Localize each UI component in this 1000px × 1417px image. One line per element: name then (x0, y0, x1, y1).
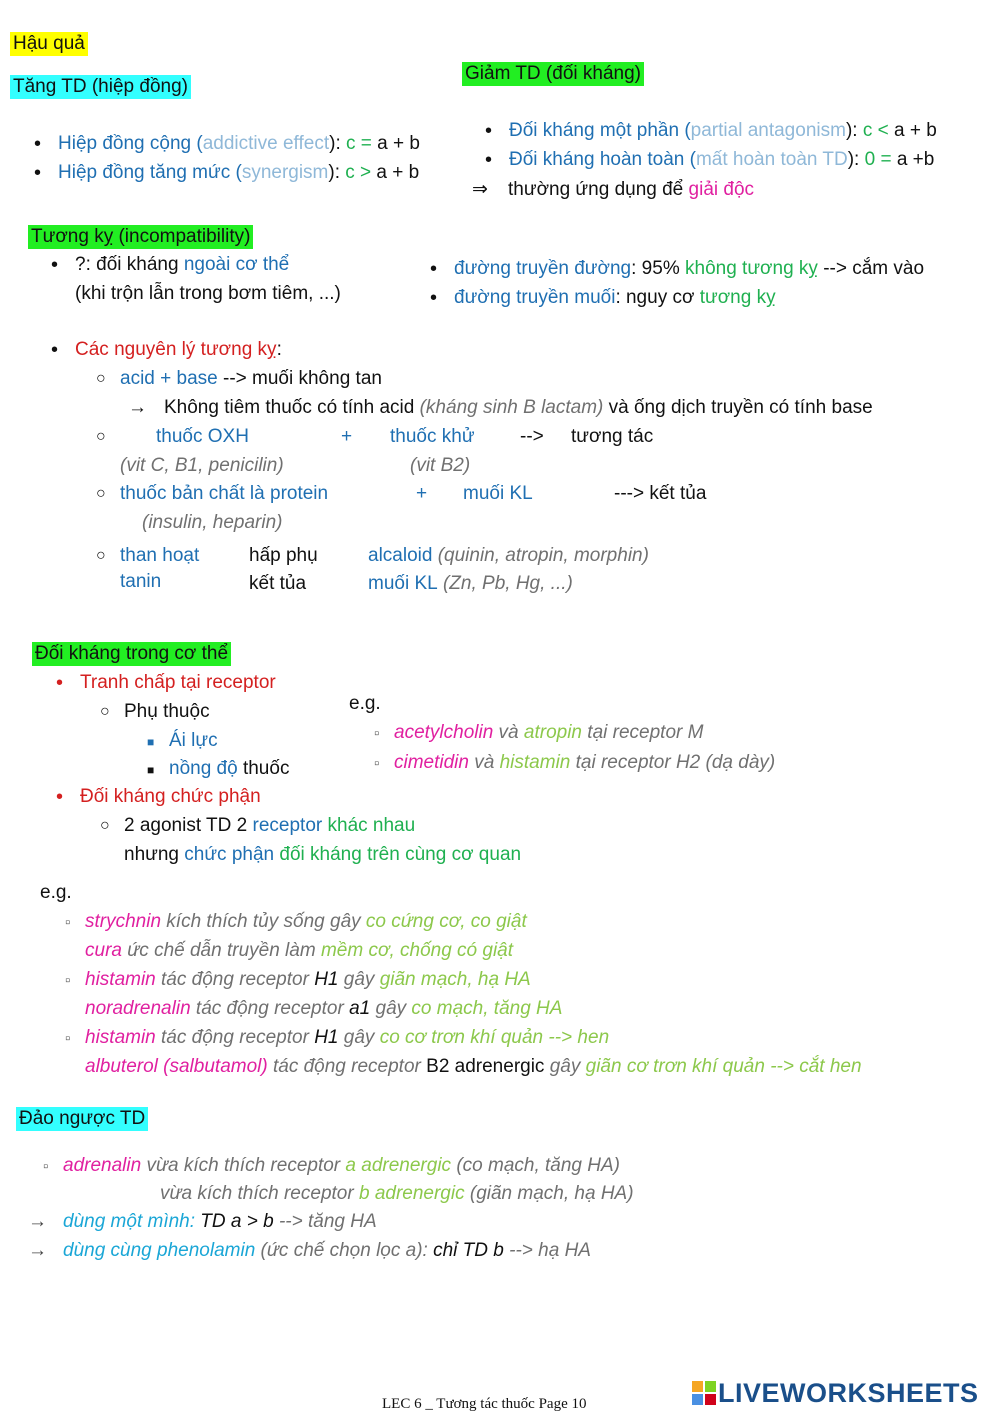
tranh-chap-receptor: • Tranh chấp tại receptor (80, 672, 276, 694)
phu-thuoc-item: ○ Phụ thuộc (124, 701, 210, 723)
protein-examples: (insulin, heparin) (142, 512, 283, 533)
hau-qua-heading: Hậu quả (10, 32, 88, 56)
hiep-dong-cong-item: • Hiệp đồng cộng (addictive effect): c = a + b (58, 133, 420, 155)
duong-truyen-duong-item: • đường truyền đường: 95% không tương kỵ --> cắm vào (454, 258, 924, 280)
oxh-khu-item: ○ thuốc OXH + thuốc khử --> tương tác (120, 426, 720, 450)
muoi-kl-line: muối KL (Zn, Pb, Hg, ...) (368, 573, 573, 594)
doi-khang-trong-co-the-heading: Đối kháng trong cơ thể (32, 642, 231, 666)
adrenalin-line-2: vừa kích thích receptor b adrenergic (giãn mạch, hạ HA) (160, 1183, 634, 1204)
ket-tua-label: kết tủa (249, 573, 307, 594)
adrenalin-line-1: ▫ adrenalin vừa kích thích receptor a adrenergic (co mạch, tăng HA) (63, 1155, 620, 1177)
hiep-dong-tang-muc-item: • Hiệp đồng tăng mức (synergism): c > a + b (58, 162, 419, 184)
implies-icon: ⇒ (472, 179, 488, 200)
khong-tiem-line: → Không tiêm thuốc có tính acid (kháng sinh B lactam) và ống dịch truyền có tính base (128, 397, 873, 418)
duong-truyen-muoi-item: • đường truyền muối: nguy cơ tương kỵ (454, 287, 776, 309)
page-footer: LEC 6 _ Tương tác thuốc Page 10 (382, 1396, 587, 1412)
example-strychnin: ▫ strychnin kích thích tủy sống gây co cứng cơ, co giật (85, 911, 527, 933)
doi-khang-chuc-phan: • Đối kháng chức phận (80, 786, 261, 808)
tron-lan-note: (khi trộn lẫn trong bơm tiêm, ...) (75, 283, 341, 304)
alcaloid-line: alcaloid (quinin, atropin, morphin) (368, 545, 649, 566)
khu-examples: (vit B2) (410, 455, 471, 476)
giam-td-heading: Giảm TD (đối kháng) (462, 62, 644, 86)
example-acetylcholin: ▫ acetylcholin và atropin tại receptor M (394, 722, 703, 744)
liveworksheets-logo-icon (692, 1381, 716, 1405)
doi-khang-hoan-toan-item: • Đối kháng hoàn toàn (mất hoàn toàn TD): 0 = a +b (509, 149, 934, 171)
oxh-examples: (vit C, B1, penicilin) (120, 455, 284, 476)
dung-mot-minh-line: → dùng một mình: TD a > b --> tăng HA (28, 1211, 377, 1232)
than-hoat-item: ○ than hoạt (120, 545, 199, 567)
right-arrow-icon: → (128, 397, 147, 418)
tanin-label: tanin (120, 571, 162, 592)
example-histamin-h1-1: ▫ histamin tác động receptor H1 gây giãn mạch, hạ HA (85, 969, 531, 991)
doi-khang-mot-phan-item: • Đối kháng một phần (partial antagonism): c < a + b (509, 120, 937, 142)
example-cura: cura ức chế dẫn truyền làm mềm cơ, chống có giật (85, 940, 514, 961)
example-cimetidin: ▫ cimetidin và histamin tại receptor H2 (dạ dày) (394, 752, 775, 774)
dao-nguoc-heading: Đảo ngược TD (16, 1107, 148, 1131)
giai-doc-line: ⇒ thường ứng dụng để giải độc (472, 179, 755, 200)
example-albuterol: albuterol (salbutamol) tác động receptor B2 adrenergic gây giãn cơ trơn khí quản --> cắt hen (85, 1056, 862, 1077)
right-arrow-icon: → (28, 1211, 47, 1232)
ai-luc-item: ■ Ái lực (169, 730, 218, 752)
dung-cung-phenolamin-line: → dùng cùng phenolamin (ức chế chọn lọc a): chỉ TD b --> hạ HA (28, 1240, 591, 1261)
ngoai-co-the-item: • ?: đối kháng ngoài cơ thể (75, 254, 289, 276)
tuong-ky-heading: Tương kỵ (incompatibility) (28, 225, 253, 249)
tang-td-heading: Tăng TD (hiệp đồng) (10, 75, 191, 99)
agonist-line-2: nhưng chức phận đối kháng trên cùng cơ quan (124, 844, 522, 865)
acid-base-item: ○ acid + base --> muối không tan (120, 368, 382, 390)
protein-muoi-item: ○ thuốc bản chất là protein + muối KL ---> kết tủa (120, 483, 720, 507)
eg-label-1: e.g. (349, 693, 381, 714)
liveworksheets-logo[interactable]: LIVEWORKSHEETS (692, 1378, 979, 1409)
right-arrow-icon: → (28, 1240, 47, 1261)
hap-phu-label: hấp phụ (249, 545, 318, 566)
nguyen-ly-tuong-ky: • Các nguyên lý tương kỵ: (75, 339, 282, 361)
agonist-item: ○ 2 agonist TD 2 receptor khác nhau (124, 815, 415, 837)
nong-do-item: ■ nồng độ thuốc (169, 758, 289, 780)
example-noradrenalin: noradrenalin tác động receptor a1 gây co mạch, tăng HA (85, 998, 563, 1019)
eg-label-2: e.g. (40, 882, 72, 903)
example-histamin-h1-2: ▫ histamin tác động receptor H1 gây co cơ trơn khí quản --> hen (85, 1027, 609, 1049)
